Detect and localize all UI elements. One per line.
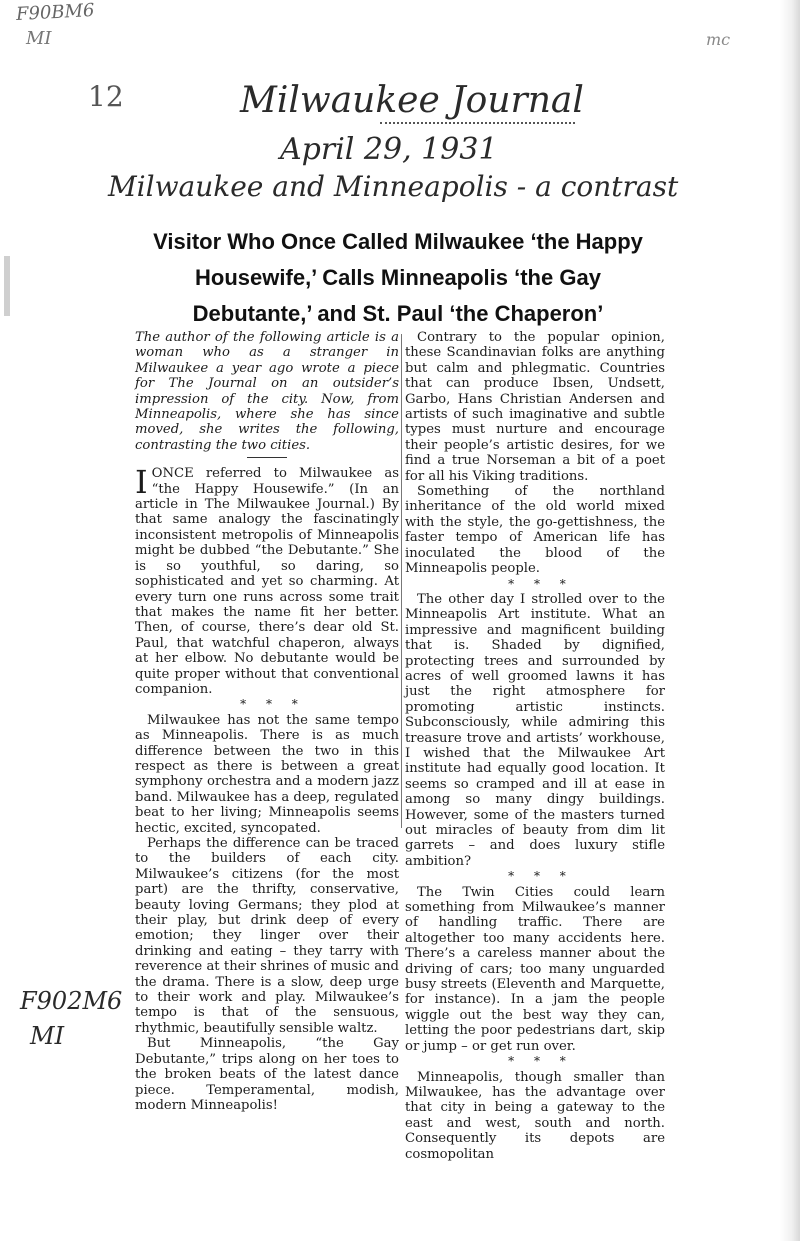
page-number: 12 bbox=[88, 80, 124, 113]
right-column bbox=[405, 330, 665, 1162]
left-paragraph-2: Milwaukee has not the same tempo as Minneapolis. There is as much difference between the two in this respect as there is between a great symphony orchestra and a modern jazz band. Milwaukee has a deep, regulated beat to her living; Minneapolis seems hectic, excited, syncopated. bbox=[135, 712, 399, 836]
intro-divider bbox=[247, 457, 287, 458]
headline-line-2: Housewife,’ Calls Minneapolis ‘the Gay bbox=[195, 265, 601, 290]
corner-catalog-sub: MI bbox=[26, 28, 52, 49]
left-paragraph-4: But Minneapolis, “the Gay Debutante,” trips along on her toes to the broken beats of the latest dance piece. Temperamental, modish, modern Minneapolis! bbox=[135, 1036, 399, 1113]
left-paragraph-1 bbox=[135, 463, 399, 697]
corner-catalog-code: F90BM6 bbox=[15, 0, 96, 26]
margin-catalog-sub: MI bbox=[30, 1022, 65, 1050]
left-paragraph-1-text: ONCE referred to Milwaukee as “the Happy Housewife.” (In an article in The Milwaukee Journal.) By that same analogy the fascinatingly inconsistent metropolis of Minneapolis might be dubbed “the Debutante.” She is so youthful, so daring, so sophisticated and yet so charming. At every turn one runs across some trait that makes the name fit her better. Then, of course, there’s dear old St. Paul, that watchful chaperon, always at her elbow. No debutante would be quite proper without that conventional companion. bbox=[135, 466, 399, 697]
handwritten-date: April 29, 1931 bbox=[280, 132, 498, 167]
left-paragraph-3: Perhaps the difference can be traced to the builders of each city. Milwaukee’s citizens (for the most part) are the thrifty, conservative, beauty loving Germans; they plod at their play, but drink deep of every emotion; they linger over their drinking and eating – they tarry with reverence at their shrines of music and the drama. There is a slow, deep urge to their work and play. Milwaukee’s tempo is that of the sensuous, rhythmic, beautifully sensible waltz. bbox=[135, 836, 399, 1036]
section-separator: * * * bbox=[508, 1054, 574, 1069]
handwritten-note: Milwaukee and Minneapolis - a contrast bbox=[108, 170, 679, 203]
drop-cap: I bbox=[135, 463, 148, 502]
right-paragraph-2: Something of the northland inheritance of the old world mixed with the style, the go-gettishness, the faster tempo of American life has inoculated the blood of the Minneapolis people. bbox=[405, 484, 665, 577]
section-separator: * * * bbox=[240, 697, 306, 712]
source-dotted-mark bbox=[380, 112, 575, 124]
right-paragraph-4: The Twin Cities could learn something from Milwaukee’s manner of handling traffic. There are altogether too many accidents here. There’s a careless manner about the driving of cars; too many unguarded busy streets (Eleventh and Marquette, for instance). In a jam the people wiggle out the best way they can, letting the poor pedestrians dart, skip or jump – or get run over. bbox=[405, 884, 665, 1054]
section-separator: * * * bbox=[508, 576, 574, 591]
scan-mark bbox=[4, 256, 10, 316]
right-paragraph-1: Contrary to the popular opinion, these Scandinavian folks are anything but calm and phlegmatic. Countries that can produce Ibsen, Undsett, Garbo, Hans Christian Andersen and artists of such imaginative and subtle types must nurture and encourage their people’s artistic desires, for we find a true Norseman a bit of a poet for all his Viking traditions. bbox=[405, 330, 665, 484]
headline-line-3: Debutante,’ and St. Paul ‘the Chaperon’ bbox=[192, 301, 604, 326]
handwritten-source: Milwaukee Journal bbox=[240, 80, 584, 121]
left-column bbox=[135, 330, 399, 1113]
margin-catalog-code: F902M6 bbox=[20, 987, 123, 1015]
right-paragraph-5: Minneapolis, though smaller than Milwaukee, has the advantage over that city in being a gateway to the east and west, south and north. Consequently its depots are cosmopolitan bbox=[405, 1069, 665, 1162]
section-separator: * * * bbox=[508, 869, 574, 884]
column-divider bbox=[401, 334, 402, 828]
top-right-mark: mc bbox=[706, 30, 731, 49]
article-headline bbox=[108, 224, 688, 332]
paper-edge bbox=[780, 0, 800, 1241]
right-paragraph-3: The other day I strolled over to the Minneapolis Art institute. What an impressive and magnificent building that is. Shaded by dignified, protecting trees and surrounded by acres of well groomed lawns it has just the right atmosphere for promoting artistic instincts. Subconsciously, while admiring this treasure trove and artists’ workhouse, I wished that the Milwaukee Art institute had equally good location. It seems so cramped and ill at ease in among so many dingy buildings. However, some of the masters turned out miracles of beauty from dim lit garrets – and does luxury stifle ambition? bbox=[405, 591, 665, 869]
headline-line-1: Visitor Who Once Called Milwaukee ‘the Happy bbox=[153, 229, 643, 254]
intro-note: The author of the following article is a woman who as a stranger in Milwaukee a year ago wrote a piece for The Journal on an outsider’s impression of the city. Now, from Minneapolis, where she has since moved, she writes the following, contrasting the two cities. bbox=[135, 330, 399, 453]
